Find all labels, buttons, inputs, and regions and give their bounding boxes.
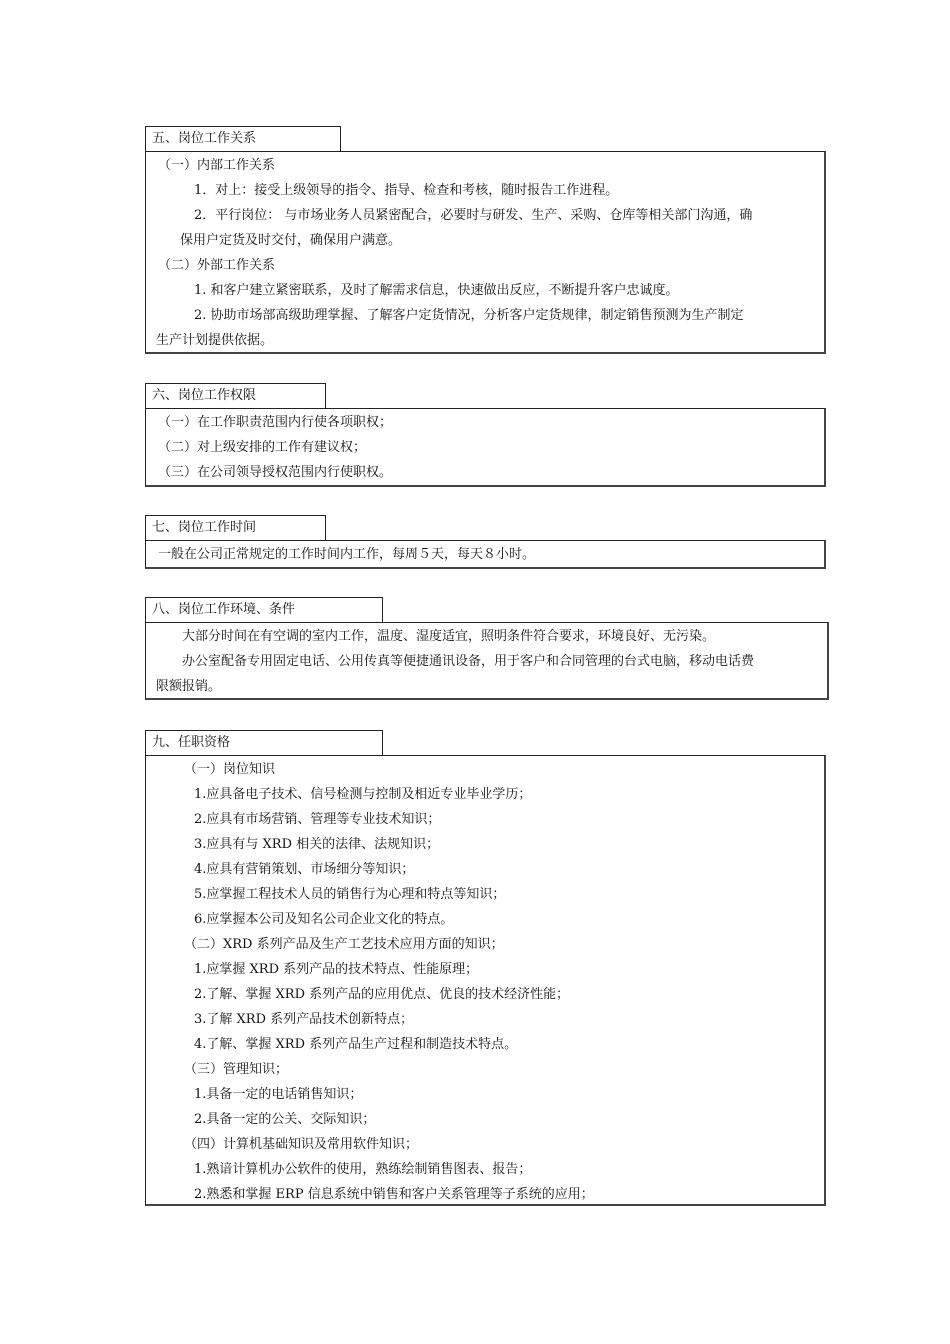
list-item: 6.应掌握本公司及知名公司企业文化的特点。 (194, 912, 454, 927)
list-item: 1.应具备电子技术、信号检测与控制及相近专业毕业学历； (194, 787, 532, 802)
environment-para-2: 办公室配备专用固定电话、公用传真等便捷通讯设备，用于客户和合同管理的台式电脑，移动电话费 (182, 654, 755, 669)
section-title: 五、岗位工作关系 (145, 126, 341, 151)
section-content (145, 622, 829, 700)
internal-item-2-cont: 保用户定货及时交付，确保用户满意。 (180, 233, 402, 248)
external-heading: （二）外部工作关系 (158, 258, 276, 273)
environment-para-1: 大部分时间在有空调的室内工作，温度、湿度适宜，照明条件符合要求，环境良好、无污染。 (182, 629, 716, 644)
external-item-2: 2. 协助市场部高级助理掌握、了解客户定货情况，分析客户定货规律，制定销售预测为生产制定 (194, 308, 744, 323)
list-item: 4.了解、掌握 XRD 系列产品生产过程和制造技术特点。 (194, 1037, 518, 1052)
xrd-heading: （二）XRD 系列产品及生产工艺技术应用方面的知识； (184, 937, 504, 952)
list-item: 5.应掌握工程技术人员的销售行为心理和特点等知识； (194, 887, 506, 902)
work-time-text: 一般在公司正常规定的工作时间内工作，每周５天，每天８小时。 (158, 547, 536, 562)
list-item: 1.具备一定的电话销售知识； (194, 1087, 363, 1102)
section-content (145, 755, 826, 1206)
internal-item-2: 2．平行岗位： 与市场业务人员紧密配合，必要时与研发、生产、采购、仓库等相关部门沟通，确 (194, 208, 753, 223)
section-title: 六、岗位工作权限 (145, 383, 326, 408)
list-item: 2.应具有市场营销、管理等专业技术知识； (194, 812, 441, 827)
knowledge-heading: （一）岗位知识 (184, 762, 276, 777)
section-content (145, 540, 826, 569)
list-item: 1.熟谙计算机办公软件的使用，熟练绘制销售图表、报告； (194, 1162, 532, 1177)
external-item-2-cont: 生产计划提供依据。 (156, 333, 274, 348)
authority-item-1: （一）在工作职责范围内行使各项职权； (158, 415, 393, 430)
section-content (145, 151, 826, 354)
management-heading: （三）管理知识； (184, 1062, 289, 1077)
section-title: 九、任职资格 (145, 730, 383, 755)
internal-item-1: 1．对上：接受上级领导的指令、指导、检查和考核，随时报告工作进程。 (194, 183, 619, 198)
list-item: 2.熟悉和掌握 ERP 信息系统中销售和客户关系管理等子系统的应用； (194, 1187, 594, 1202)
list-item: 4.应具有营销策划、市场细分等知识； (194, 862, 415, 877)
list-item: 3.了解 XRD 系列产品技术创新特点； (194, 1012, 414, 1027)
authority-item-3: （三）在公司领导授权范围内行使职权。 (158, 465, 393, 480)
environment-para-2-cont: 限额报销。 (156, 679, 222, 694)
list-item: 1.应掌握 XRD 系列产品的技术特点、性能原理； (194, 962, 479, 977)
internal-heading: （一）内部工作关系 (158, 158, 276, 173)
computer-heading: （四）计算机基础知识及常用软件知识； (184, 1137, 419, 1152)
list-item: 2.具备一定的公关、交际知识； (194, 1112, 376, 1127)
list-item: 2.了解、掌握 XRD 系列产品的应用优点、优良的技术经济性能； (194, 987, 570, 1002)
authority-item-2: （二）对上级安排的工作有建议权； (158, 440, 367, 455)
list-item: 3.应具有与 XRD 相关的法律、法规知识； (194, 837, 440, 852)
section-title: 七、岗位工作时间 (145, 515, 326, 540)
section-content (145, 408, 826, 487)
section-title: 八、岗位工作环境、条件 (145, 597, 383, 622)
external-item-1: 1. 和客户建立紧密联系，及时了解需求信息，快速做出反应，不断提升客户忠诚度。 (194, 283, 679, 298)
